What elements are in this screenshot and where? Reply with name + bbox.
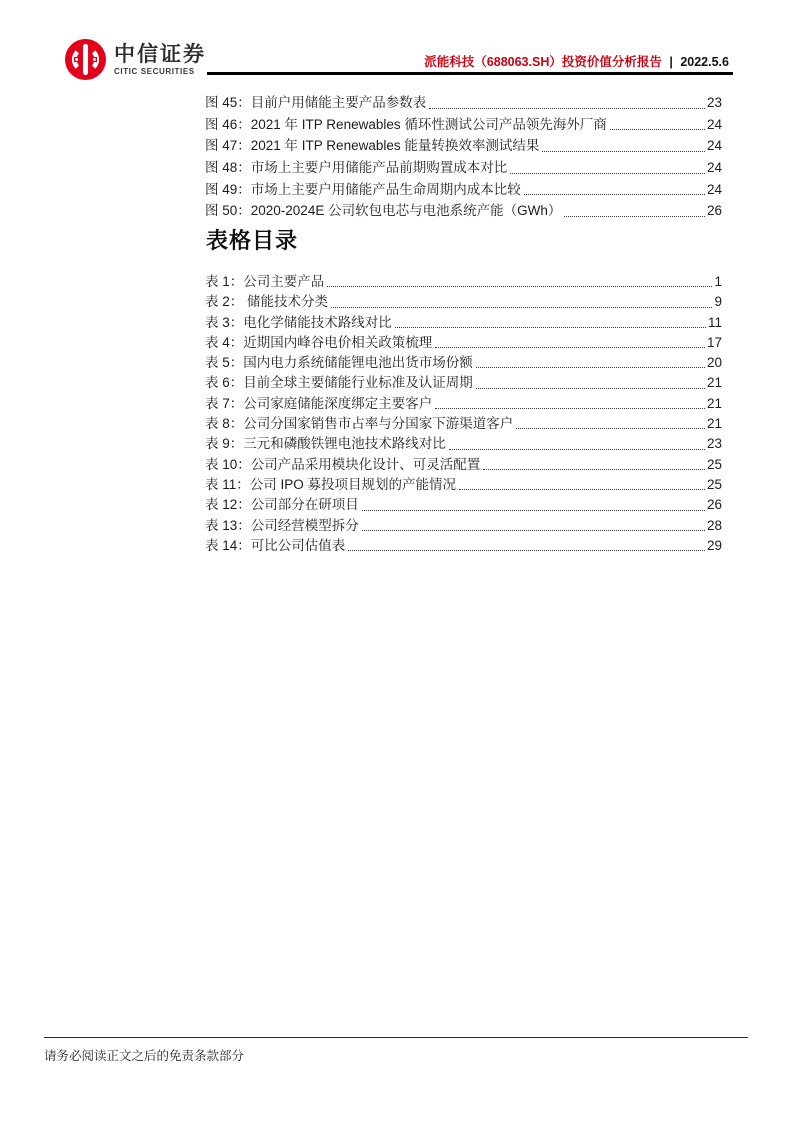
toc-dot-leader — [524, 194, 705, 195]
toc-entry-page: 23 — [706, 436, 722, 452]
toc-entry-table-9[interactable] — [205, 434, 722, 454]
toc-entry-label: 表 11：公司 IPO 募投项目规划的产能情况 — [205, 476, 457, 492]
toc-entry-fig-46[interactable] — [205, 114, 722, 136]
toc-dot-leader — [516, 428, 705, 429]
toc-dot-leader — [476, 388, 705, 389]
toc-entry-fig-49[interactable] — [205, 179, 722, 201]
toc-entry-table-6[interactable] — [205, 373, 722, 393]
toc-entry-label: 表 5：国内电力系统储能锂电池出货市场份额 — [205, 355, 473, 371]
toc-entry-label: 表 14：可比公司估值表 — [205, 537, 346, 553]
toc-dot-leader — [435, 408, 705, 409]
footer-rule — [44, 1037, 748, 1038]
brand-name-cn: 中信证券 — [114, 42, 206, 66]
toc-entry-page: 29 — [706, 537, 722, 553]
toc-entry-label: 图 46：2021 年 ITP Renewables 循环性测试公司产品领先海外厂商 — [205, 116, 607, 132]
toc-dot-leader — [362, 510, 705, 511]
toc-entry-page: 23 — [706, 95, 722, 110]
toc-entry-page: 25 — [706, 456, 722, 472]
toc-entry-fig-47[interactable] — [205, 135, 722, 157]
toc-entry-table-3[interactable] — [205, 313, 722, 333]
toc-entry-table-14[interactable] — [205, 536, 722, 556]
toc-dot-leader — [429, 108, 705, 109]
toc-dot-leader — [610, 129, 705, 130]
report-header — [424, 52, 729, 70]
toc-entry-page: 9 — [714, 294, 722, 310]
toc-dot-leader — [483, 469, 705, 470]
toc-entry-page: 24 — [706, 160, 722, 176]
toc-entry-table-2[interactable] — [205, 292, 722, 312]
footer-disclaimer: 请务必阅读正文之后的免责条款部分 — [44, 1049, 245, 1063]
tables-toc-list — [205, 272, 722, 556]
toc-dot-leader — [327, 286, 712, 287]
toc-entry-label: 表 6：目前全球主要储能行业标准及认证周期 — [205, 375, 473, 391]
toc-entry-label: 表 13：公司经营模型拆分 — [205, 517, 359, 533]
toc-entry-label: 图 48：市场上主要户用储能产品前期购置成本对比 — [205, 160, 508, 176]
toc-entry-page: 24 — [706, 181, 722, 197]
toc-entry-page: 28 — [706, 517, 722, 533]
toc-entry-page: 20 — [706, 355, 722, 371]
toc-entry-fig-50[interactable] — [205, 200, 722, 222]
toc-dot-leader — [542, 151, 705, 152]
toc-entry-label: 表 9：三元和磷酸铁锂电池技术路线对比 — [205, 436, 446, 452]
toc-dot-leader — [395, 327, 706, 328]
header-rule — [207, 72, 733, 75]
tables-toc-heading: 表格目录 — [206, 228, 299, 253]
toc-entry-label: 表 4：近期国内峰谷电价相关政策梳理 — [205, 334, 433, 350]
toc-entry-table-5[interactable] — [205, 353, 722, 373]
report-date: 2022.5.6 — [680, 55, 729, 69]
toc-entry-table-11[interactable] — [205, 475, 722, 495]
toc-dot-leader — [362, 530, 705, 531]
toc-dot-leader — [459, 489, 705, 490]
toc-entry-page: 21 — [706, 375, 722, 391]
toc-entry-label: 图 49：市场上主要户用储能产品生命周期内成本比较 — [205, 181, 521, 197]
toc-entry-table-1[interactable] — [205, 272, 722, 292]
toc-dot-leader — [510, 173, 705, 174]
report-title: 派能科技（688063.SH）投资价值分析报告 — [424, 55, 662, 69]
toc-dot-leader — [435, 347, 705, 348]
toc-entry-table-7[interactable] — [205, 394, 722, 414]
toc-entry-page: 26 — [706, 203, 722, 219]
toc-dot-leader — [331, 307, 712, 308]
toc-entry-label: 表 2： 储能技术分类 — [205, 294, 329, 310]
citic-brand — [64, 38, 206, 81]
toc-entry-label: 图 47：2021 年 ITP Renewables 能量转换效率测试结果 — [205, 138, 540, 154]
toc-dot-leader — [564, 216, 705, 217]
toc-entry-label: 表 7：公司家庭储能深度绑定主要客户 — [205, 395, 433, 411]
toc-entry-page: 17 — [706, 334, 722, 350]
toc-entry-page: 21 — [706, 395, 722, 411]
toc-entry-table-13[interactable] — [205, 516, 722, 536]
toc-entry-fig-48[interactable] — [205, 157, 722, 179]
header-separator: | — [669, 55, 673, 69]
toc-entry-label: 表 12：公司部分在研项目 — [205, 497, 359, 513]
toc-entry-label: 图 50：2020-2024E 公司软包电芯与电池系统产能（GWh） — [205, 203, 562, 219]
toc-entry-fig-45[interactable] — [205, 92, 722, 114]
toc-entry-label: 表 8：公司分国家销售市占率与分国家下游渠道客户 — [205, 416, 514, 432]
toc-dot-leader — [348, 550, 705, 551]
toc-entry-label: 图 45：目前户用储能主要产品参数表 — [205, 95, 427, 110]
toc-entry-label: 表 3：电化学储能技术路线对比 — [205, 314, 392, 330]
toc-entry-page: 21 — [706, 416, 722, 432]
toc-entry-table-8[interactable] — [205, 414, 722, 434]
brand-name-en: CITIC SECURITIES — [114, 67, 195, 76]
toc-entry-page: 1 — [714, 274, 722, 289]
toc-dot-leader — [449, 449, 705, 450]
toc-entry-page: 11 — [707, 314, 722, 330]
toc-entry-page: 24 — [706, 138, 722, 154]
toc-entry-label: 表 1：公司主要产品 — [205, 274, 325, 289]
toc-entry-page: 25 — [706, 476, 722, 492]
toc-entry-table-12[interactable] — [205, 495, 722, 515]
toc-entry-page: 24 — [706, 116, 722, 132]
toc-entry-label: 表 10：公司产品采用模块化设计、可灵活配置 — [205, 456, 481, 472]
toc-entry-table-10[interactable] — [205, 455, 722, 475]
toc-entry-page: 26 — [706, 497, 722, 513]
toc-dot-leader — [476, 367, 705, 368]
figures-toc-list — [205, 92, 722, 222]
toc-entry-table-4[interactable] — [205, 333, 722, 353]
citic-logo-icon — [64, 38, 107, 81]
